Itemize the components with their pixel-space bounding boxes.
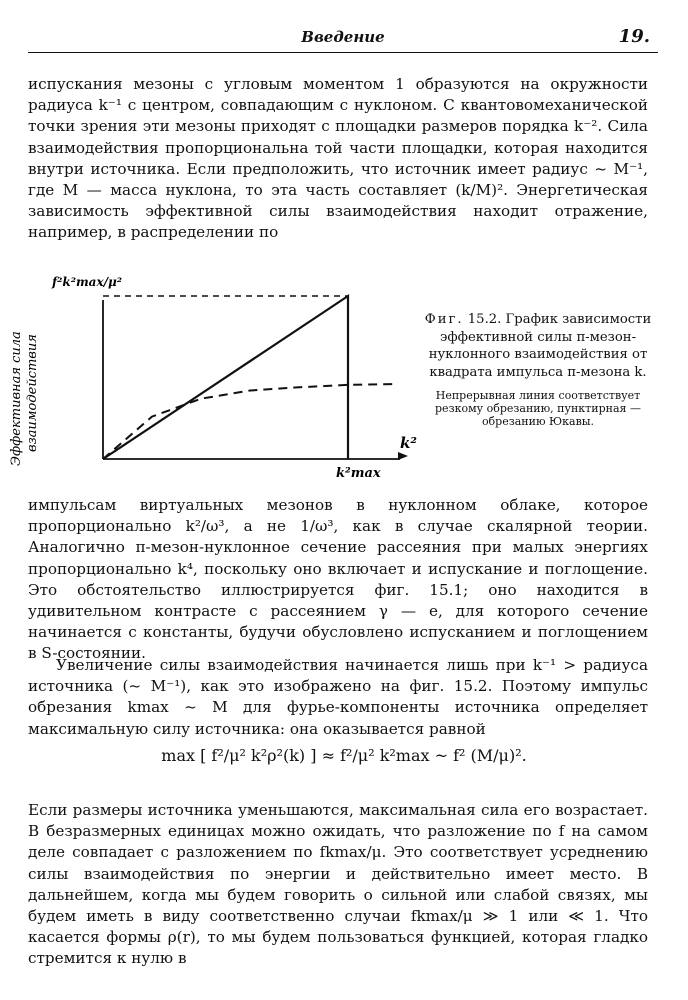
page-number: 19.: [618, 26, 650, 47]
paragraph-4: Если размеры источника уменьшаются, максимальная сила его возрастает. В безразмерных единицах можно ожидать, что разложение по f на самом деле совпадает с разложением по fkmax/μ. Это соответствует усреднению силы взаимодействия по энергии и действительно имеет место. В дальнейшем, когда мы будем говорить о сильной или слабой связях, мы будем иметь в виду соответственно случаи fkmax/μ ≫ 1 или ≪ 1. Что касается формы ρ(r), то мы будем пользоваться функцией, которая гладко стремится к нулю в: [28, 801, 648, 968]
y-max-label: f²k²max/μ²: [52, 275, 123, 289]
formula-max-force: max [ f²/μ² k²ρ²(k) ] ≈ f²/μ² k²max ~ f² (M/μ)².: [161, 746, 527, 765]
caption-lead: Фиг.: [424, 312, 464, 327]
series-sharp-cutoff-line: [103, 296, 348, 459]
series-yukawa-cutoff-line: [103, 384, 397, 459]
paragraph-2: импульсам виртуальных мезонов в нуклонном облаке, которое пропорционально k²/ω³, а не 1/ω³, как в случае скалярной теории. Аналогично π-мезон-нуклонное сечение рассеяния при малых энергиях пропорционально k⁴, поскольку оно включает и испускание и поглощение. Это обстоятельство иллюстрируется фиг. 15.1; оно находится в удивительном контрасте с рассеянием γ — e, для которого сечение начинается с константы, будучи обусловлено испусканием и поглощением в S-состоянии.: [28, 496, 648, 663]
paragraph-1: испускания мезоны с угловым моментом 1 образуются на окружности радиуса k⁻¹ с центром, совпадающим с нуклоном. С квантовомеханической точки зрения эти мезоны приходят с площадки размеров порядка k⁻². Сила взаимодействия пропорциональна той части площадки, которая находится внутри источника. Если предположить, что источник имеет радиус ~ M⁻¹, где M — масса нуклона, то эта часть составляет (k/M)². Энергетическая зависимость эффективной силы взаимодействия находит отражение, например, в распределении по: [28, 75, 648, 242]
y-axis-label: [2, 318, 54, 468]
x-axis-arrow: [398, 452, 408, 460]
caption-note: Непрерывная линия соответствует резкому обрезанию, пунктирная — обрезанию Юкавы.: [435, 389, 641, 429]
figure-caption: [422, 311, 654, 428]
x-max-label: k²max: [336, 466, 381, 481]
caption-main: 15.2. График зависимости эффективной силы π-мезон-нуклонного взаимодействия от квадрата импульса π-мезона k.: [428, 312, 652, 380]
y-axis-label-line-1: Эффективная сила: [9, 331, 24, 466]
running-title: Введение: [301, 28, 385, 46]
page-header: [28, 28, 658, 53]
figure-15-2: [28, 262, 418, 487]
x-axis-label: k²: [400, 434, 417, 452]
paragraph-3: Увеличение силы взаимодействия начинается лишь при k⁻¹ > радиуса источника (~ M⁻¹), как это изображено на фиг. 15.2. Поэтому импульс обрезания kmax ~ M для фурье-компоненты источника определяет максимальную силу источника: она оказывается равной: [28, 656, 648, 738]
y-axis-label-line-2: взаимодействия: [25, 334, 40, 452]
